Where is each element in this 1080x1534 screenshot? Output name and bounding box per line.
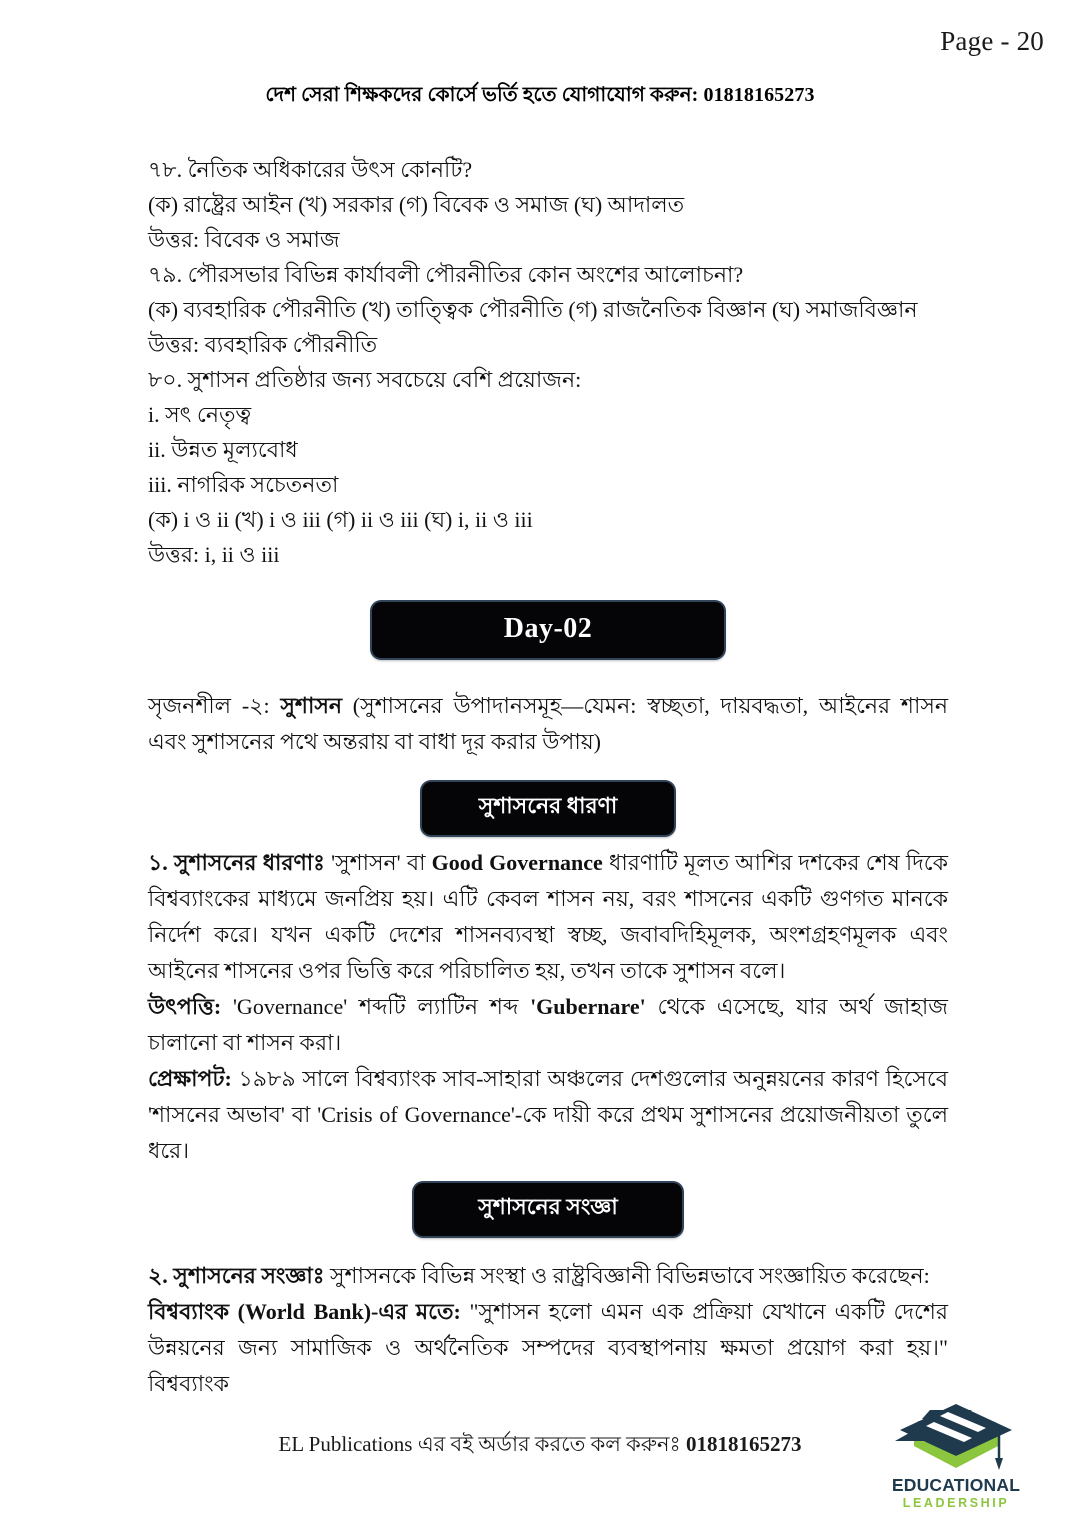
page-number: Page - 20 [940,26,1044,56]
world-bank-label-bn: বিশ্বব্যাংক [148,1299,238,1324]
concept-banner-wrap [148,782,948,835]
footer-phone: 01818165273 [685,1432,802,1456]
mcq-line: (ক) রাষ্ট্রের আইন (খ) সরকার (গ) বিবেক ও সমাজ (ঘ) আদালত [148,192,685,217]
context-part2: -কে দায়ী করে প্রথম সুশাসনের প্রয়োজনীয়তা তুলে ধরে। [148,1102,948,1163]
world-bank-label-bn2: -এর মতে: [371,1299,470,1324]
header-contact-line: দেশ সেরা শিক্ষকদের কোর্সে ভর্তি হতে যোগাযোগ করুন: 01818165273 [265,84,815,106]
world-bank-quote: "সুশাসন হলো এমন এক প্রক্রিয়া যেখানে একটি দেশের উন্নয়নের জন্য সামাজিক ও অর্থনৈতিক সম্পদের ব্যবস্থাপনায় ক্ষমতা প্রয়োগ করা হয়।" বিশ্বব্যাংক [148,1299,948,1396]
definition-banner: সুশাসনের সংজ্ঞা [414,1183,682,1236]
mcq-line: i. সৎ নেতৃত্ব [148,402,252,427]
definition-paragraph-1 [148,1258,948,1294]
definition-para1-lead: ২. সুশাসনের সংজ্ঞাঃ [148,1263,331,1288]
logo-tagline: LEADERSHIP [902,1496,1010,1510]
creative-topic: সুশাসন [280,693,342,718]
context-part1: ১৯৮৯ সালে বিশ্বব্যাংক সাব-সাহারা অঞ্চলের দেশগুলোর অনুন্নয়নের কারণ হিসেবে 'শাসনের অভাব' বা [148,1066,949,1127]
footer-publisher: EL Publications [278,1432,418,1456]
creative-question-heading [148,688,948,760]
concept-paragraph-1 [148,845,948,989]
footer-order-text: এর বই অর্ডার করতে কল করুনঃ [417,1432,686,1456]
educational-leadership-logo [886,1398,1026,1518]
mcq-line: উত্তর: ব্যবহারিক পৌরনীতি [148,332,378,357]
origin-english-term-1: 'Governance' [232,994,348,1019]
world-bank-label-en: (World Bank) [237,1299,372,1324]
origin-english-term-2: 'Gubernare' [530,994,646,1019]
mcq-line: উত্তর: i, ii ও iii [148,542,280,567]
concept-paragraph-3 [148,1061,948,1169]
mcq-line: iii. নাগরিক সচেতনতা [148,472,339,497]
mcq-line: ii. উন্নত মূল্যবোধ [148,437,298,462]
graduation-cap-icon [886,1398,1026,1476]
context-label: প্রেক্ষাপট: [148,1066,239,1091]
creative-detail: (সুশাসনের উপাদানসমূহ—যেমন: স্বচ্ছতা, দায়বদ্ধতা, আইনের শাসন এবং সুশাসনের পথে অন্তরায় বা বাধা দূর করার উপায়) [148,693,948,754]
definition-banner-wrap [148,1183,948,1236]
definition-paragraph-2 [148,1294,948,1402]
mcq-line: ৮০. সুশাসন প্রতিষ্ঠার জন্য সবচেয়ে বেশি প্রয়োজন: [148,367,582,392]
concept-para1-part2: ধারণাটি মূলত আশির দশকের শেষ দিকে বিশ্বব্যাংকের মাধ্যমে জনপ্রিয় হয়। এটি কেবল শাসন নয়, বরং শাসনের একটি গুণগত মানকে নির্দেশ করে। যখন একটি দেশের শাসনব্যবস্থা স্বচ্ছ, জবাবদিহিমূলক, অংশগ্রহণমূলক এবং আইনের শাসনের ওপর ভিত্তি করে পরিচালিত হয়, তখন তাকে সুশাসন বলে। [148,850,948,983]
mcq-line: উত্তর: বিবেক ও সমাজ [148,227,340,252]
mcq-block [148,152,948,572]
definition-para1-text: সুশাসনকে বিভিন্ন সংস্থা ও রাষ্ট্রবিজ্ঞানী বিভিন্নভাবে সংজ্ঞায়িত করেছেন: [330,1263,930,1288]
document-content [148,152,948,1402]
mcq-line: (ক) ব্যবহারিক পৌরনীতি (খ) তাত্ত্বিক পৌরনীতি (গ) রাজনৈতিক বিজ্ঞান (ঘ) সমাজবিজ্ঞান [148,297,918,322]
origin-label: উৎপত্তি: [148,994,233,1019]
concept-para1-lead: ১. সুশাসনের ধারণাঃ [148,850,332,875]
origin-part2: থেকে এসেছে, যার অর্থ জাহাজ চালানো বা শাসন করা। [148,994,948,1055]
creative-prefix: সৃজনশীল -২: [148,693,281,718]
mcq-line: ৭৮. নৈতিক অধিকারের উৎস কোনটি? [148,157,473,182]
mcq-line: ৭৯. পৌরসভার বিভিন্ন কার্যাবলী পৌরনীতির কোন অংশের আলোচনা? [148,262,744,287]
day-banner: Day-02 [372,602,724,658]
logo-name: EDUCATIONAL [891,1475,1021,1495]
concept-para1-english-term: Good Governance [431,850,603,875]
concept-banner: সুশাসনের ধারণা [422,782,674,835]
origin-part1: শব্দটি ল্যাটিন শব্দ [347,994,531,1019]
concept-paragraph-2 [148,989,948,1061]
mcq-line: (ক) i ও ii (খ) i ও iii (গ) ii ও iii (ঘ) i, ii ও iii [148,507,533,532]
concept-para1-part1: 'সুশাসন' বা [331,850,432,875]
day-banner-wrap [148,602,948,658]
context-english-term: 'Crisis of Governance' [317,1102,515,1127]
